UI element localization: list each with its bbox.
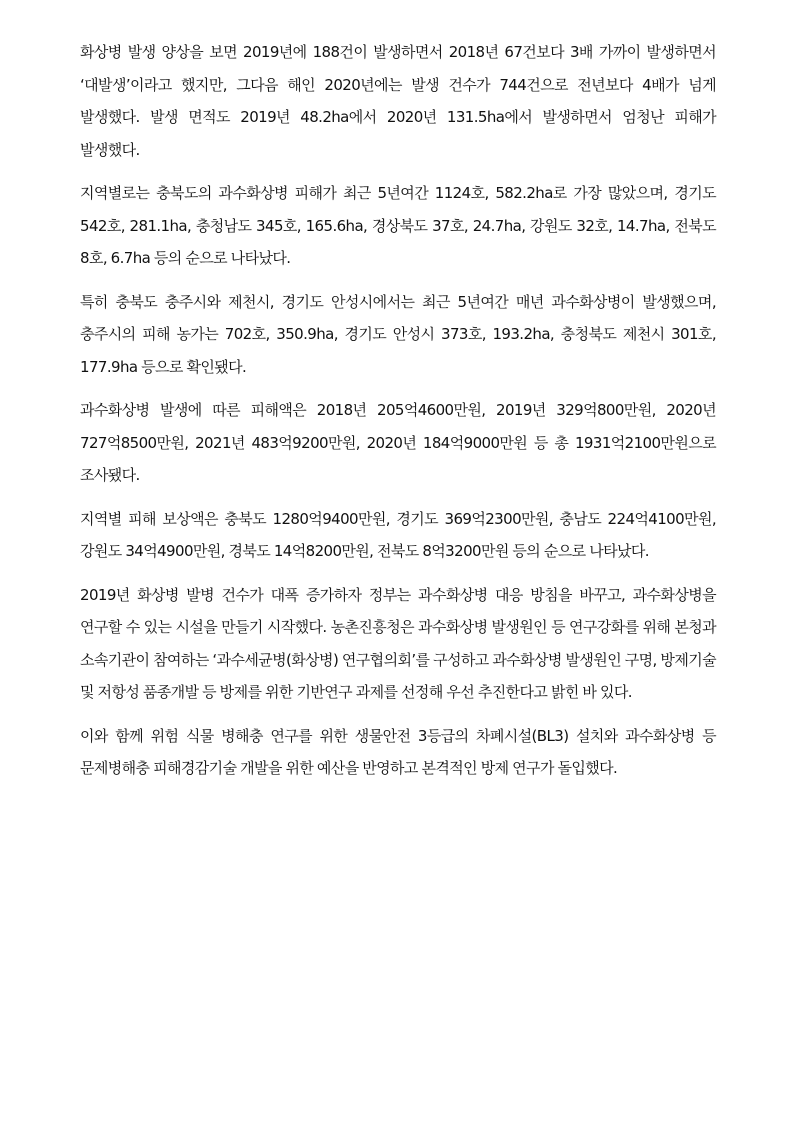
paragraph-regional-damage: 지역별로는 충북도의 과수화상병 피해가 최근 5년여간 1124호, 582.2ha로 가장 많았으며, 경기도 542호, 281.1ha, 충청남도 345호, 165.6ha, 경상북도 37호, 24.7ha, 강원도 32호, 14.7ha, 전북도 8호, 6.7ha 등의 순으로 나타났다. <box>80 184 716 267</box>
paragraph-outbreak-trend: 화상병 발생 양상을 보면 2019년에 188건이 발생하면서 2018년 67건보다 3배 가까이 발생하면서 ‘대발생’이라고 했지만, 그다음 해인 2020년에는 발생 건수가 744건으로 전년보다 4배가 넘게 발생했다. 발생 면적도 2019년 48.2ha에서 2020년 131.5ha에서 발생하면서 엄청난 피해가 발생했다. <box>80 43 716 159</box>
paragraph-research-facility: 이와 함께 위험 식물 병해충 연구를 위한 생물안전 3등급의 차폐시설(BL3) 설치와 과수화상병 등 문제병해충 피해경감기술 개발을 위한 예산을 반영하고 본격적인 방제 연구가 돌입했다. <box>80 726 716 777</box>
paragraph-government-response: 2019년 화상병 발병 건수가 대폭 증가하자 정부는 과수화상병 대응 방침을 바꾸고, 과수화상병을 연구할 수 있는 시설을 만들기 시작했다. 농촌진흥청은 과수화상병 발생원인 등 연구강화를 위해 본청과 소속기관이 참여하는 ‘과수세균병(화상병) 연구협의회’를 구성하고 과수화상병 발생원인 구명, 방제기술 및 저항성 품종개발 등 방제를 위한 기반연구 과제를 선정해 우선 추진한다고 밝힌 바 있다. <box>80 585 716 701</box>
paragraph-city-damage: 특히 충북도 충주시와 제천시, 경기도 안성시에서는 최근 5년여간 매년 과수화상병이 발생했으며, 충주시의 피해 농가는 702호, 350.9ha, 경기도 안성시 373호, 193.2ha, 충청북도 제천시 301호, 177.9ha 등으로 확인됐다. <box>80 292 716 376</box>
paragraph-compensation: 지역별 피해 보상액은 충북도 1280억9400만원, 경기도 369억2300만원, 충남도 224억4100만원, 강원도 34억4900만원, 경북도 14억8200만원, 전북도 8억3200만원 등의 순으로 나타났다. <box>80 509 716 560</box>
document-body <box>80 36 716 796</box>
paragraph-damage-cost: 과수화상병 발생에 따른 피해액은 2018년 205억4600만원, 2019년 329억800만원, 2020년 727억8500만원, 2021년 483억9200만원, 2020년 184억9000만원 등 총 1931억2100만원으로 조사됐다. <box>80 401 716 484</box>
